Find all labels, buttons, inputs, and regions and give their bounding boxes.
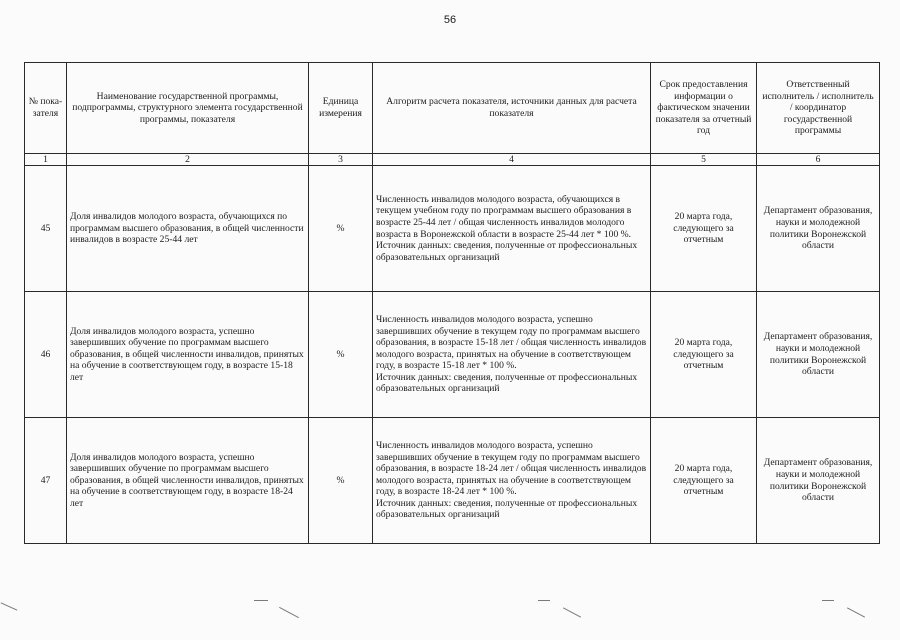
table-row xyxy=(25,292,880,418)
indicator-number: 46 xyxy=(25,292,67,418)
page-number: 56 xyxy=(443,14,457,26)
scan-mark xyxy=(822,600,834,601)
header-deadline: Срок предоставления информации о фактическом значении показателя за отчетный год xyxy=(651,63,757,154)
header-indicator-number: № пока-зателя xyxy=(25,63,67,154)
indicator-unit: % xyxy=(309,166,373,292)
header-algorithm: Алгоритм расчета показателя, источники данных для расчета показателя xyxy=(373,63,651,154)
column-number: 6 xyxy=(757,154,880,166)
indicator-algorithm: Численность инвалидов молодого возраста, успешно завершивших обучение в текущем году по программам высшего образования, в возрасте 18-24 лет / общая численность инвалидов молодого возраста, принятых на обучение в соответствующем году, в возрасте 18-24 лет * 100 %. Источник данных: сведения, полученные от профессиональных образовательных организаций xyxy=(373,418,651,544)
column-number: 4 xyxy=(373,154,651,166)
column-number: 1 xyxy=(25,154,67,166)
indicator-deadline: 20 марта года, следующего за отчетным xyxy=(651,292,757,418)
indicator-responsible: Департамент образования, науки и молодежной политики Воронежской области xyxy=(757,292,880,418)
indicator-responsible: Департамент образования, науки и молодежной политики Воронежской области xyxy=(757,418,880,544)
scan-mark xyxy=(279,607,299,618)
table-row xyxy=(25,166,880,292)
indicator-unit: % xyxy=(309,418,373,544)
indicator-name: Доля инвалидов молодого возраста, успешно завершивших обучение по программам высшего образования, в общей численности инвалидов, принятых на обучение в соответствующем году, в возрасте 18-24 лет xyxy=(67,418,309,544)
scan-mark xyxy=(847,607,865,617)
indicator-algorithm: Численность инвалидов молодого возраста, обучающихся в текущем учебном году по программам высшего образования в возрасте 25-44 лет / общая численность инвалидов молодого возраста в Воронежской области в возрасте 25-44 лет * 100 %. Источник данных: сведения, полученные от профессиональных образовательных организаций xyxy=(373,166,651,292)
header-unit: Единица измерения xyxy=(309,63,373,154)
indicator-number: 47 xyxy=(25,418,67,544)
scan-mark xyxy=(563,607,581,617)
column-number: 3 xyxy=(309,154,373,166)
header-row xyxy=(25,63,880,154)
indicator-name: Доля инвалидов молодого возраста, успешно завершивших обучение по программам высшего образования, в общей численности инвалидов, принятых на обучение в соответствующем году, в возрасте 15-18 лет xyxy=(67,292,309,418)
indicators-table xyxy=(24,62,880,544)
indicator-responsible: Департамент образования, науки и молодежной политики Воронежской области xyxy=(757,166,880,292)
indicator-algorithm: Численность инвалидов молодого возраста, успешно завершивших обучение в текущем году по программам высшего образования, в возрасте 15-18 лет / общая численность инвалидов молодого возраста, принятых на обучение в соответствующем году, в возрасте 15-18 лет * 100 %. Источник данных: сведения, полученные от профессиональных образовательных организаций xyxy=(373,292,651,418)
indicator-name: Доля инвалидов молодого возраста, обучающихся по программам высшего образования, в общей численности инвалидов в возрасте 25-44 лет xyxy=(67,166,309,292)
column-number: 2 xyxy=(67,154,309,166)
header-responsible: Ответственный исполнитель / исполнитель / координатор государственной программы xyxy=(757,63,880,154)
header-indicator-name: Наименование государственной программы, подпрограммы, структурного элемента государственной программы, показателя xyxy=(67,63,309,154)
scan-mark xyxy=(1,602,18,610)
column-number-row xyxy=(25,154,880,166)
indicator-number: 45 xyxy=(25,166,67,292)
indicator-deadline: 20 марта года, следующего за отчетным xyxy=(651,166,757,292)
indicator-unit: % xyxy=(309,292,373,418)
table-row xyxy=(25,418,880,544)
scan-mark xyxy=(538,600,550,601)
indicator-deadline: 20 марта года, следующего за отчетным xyxy=(651,418,757,544)
column-number: 5 xyxy=(651,154,757,166)
scan-mark xyxy=(254,600,268,601)
